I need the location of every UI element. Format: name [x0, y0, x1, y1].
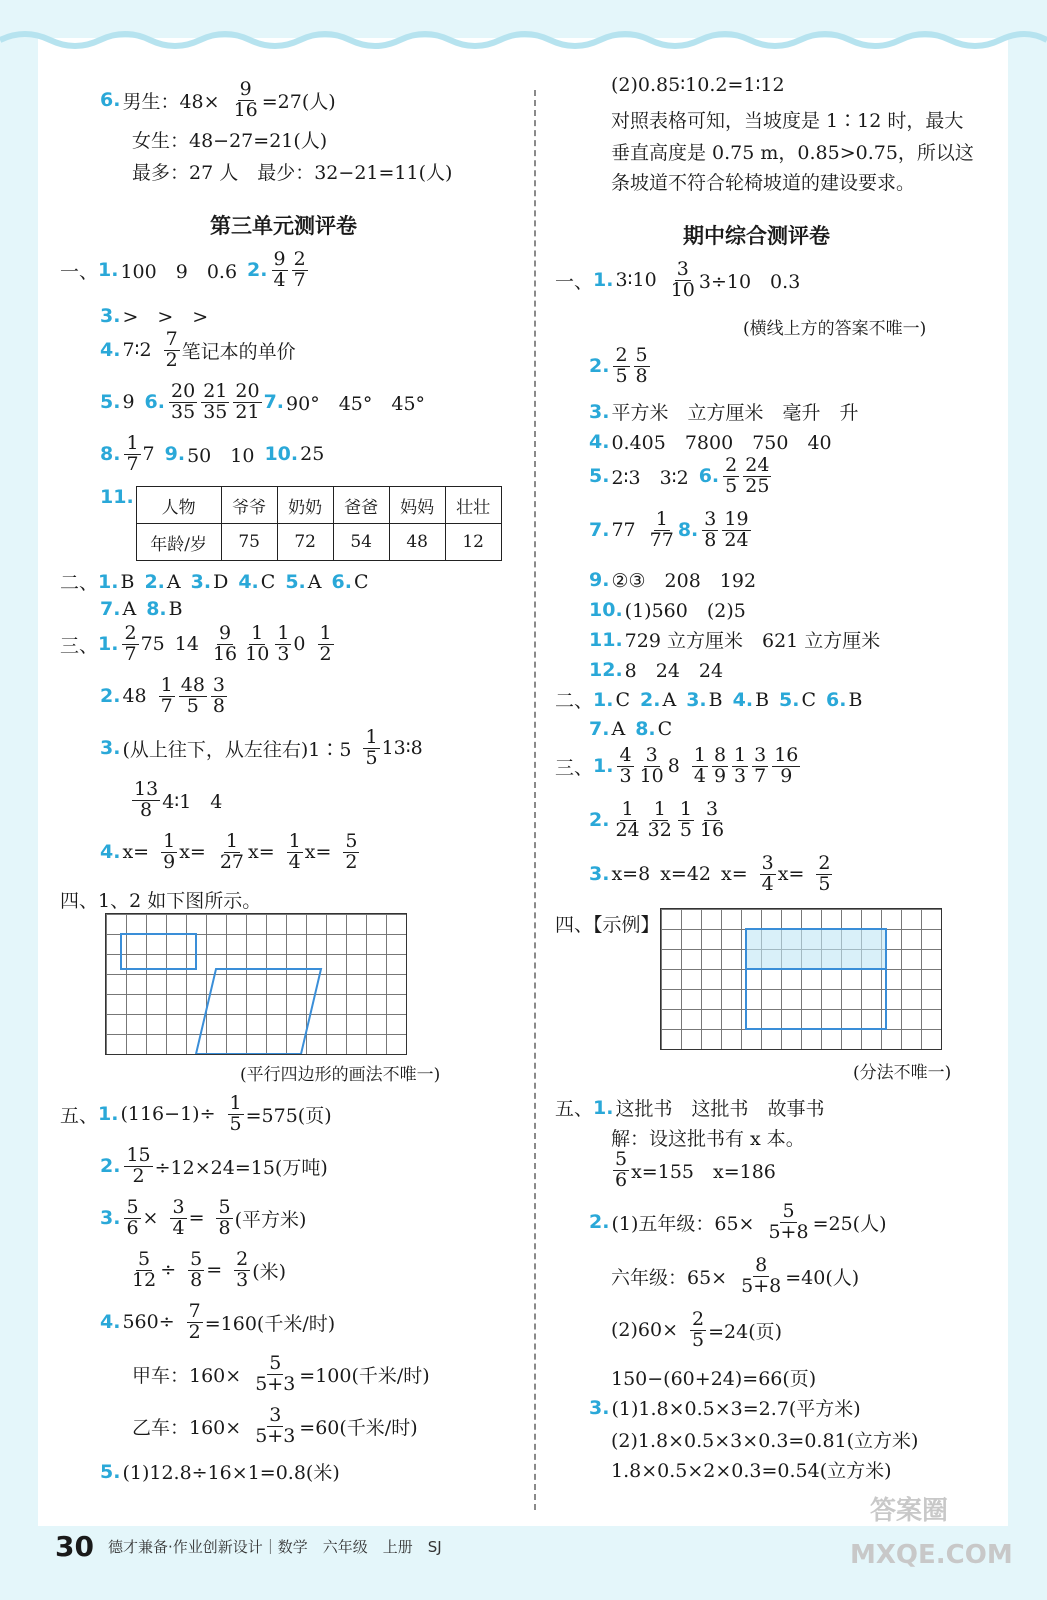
r-top-line2: 对照表格可知，当坡度是 1∶12 时，最大: [611, 110, 964, 132]
m1-q4: 4. 0.405 7800 750 40: [589, 430, 832, 454]
s1-q3: 3. > > >: [100, 304, 209, 328]
s2-q1-q6: 二、 1. B 2. A 3. D 4. C 5. A 6. C: [60, 570, 369, 594]
q6-girls: 女生：48−27=21(人): [132, 130, 328, 152]
parallelogram-drawing: [106, 914, 406, 1054]
m3-q3: 3. x=8 x=42 x= $\frac{3}{4}$ x= $\frac{2}{5}$: [589, 852, 831, 895]
m4-heading: 四、【示例】: [555, 914, 660, 936]
m5-q1-solve: 解：设这批书有 x 本。: [611, 1128, 805, 1150]
unit3-title: 第三单元测评卷: [210, 214, 357, 238]
m1-q1: 一、 1. 3∶10 $\frac{3}{10}$ 3÷10 0.3: [555, 258, 801, 301]
m1-q12: 12. 8 24 24: [589, 658, 724, 682]
division-drawing: [661, 909, 941, 1049]
m1-q5-q6: 5. 2∶3 3∶2 6. $\frac{2}{5}$ $\frac{24}{25}$: [589, 454, 770, 497]
s2-q7-q8: 7. A 8. B: [100, 598, 183, 620]
s5-q4-car-b: 乙车：160× $\frac{3}{5+3}$ =60(千米/时): [132, 1404, 418, 1447]
m5-q1-equation: $\frac{5}{6}$ x=155 x=186: [615, 1148, 776, 1191]
midterm-title: 期中综合测评卷: [683, 224, 830, 248]
s5-q5: 5. (1)12.8÷16×1=0.8(米): [100, 1460, 340, 1484]
m1-q3: 3. 平方米 立方厘米 毫升 升: [589, 400, 859, 424]
column-divider: [534, 90, 536, 1510]
s5-q2: 2. $\frac{15}{2}$ ÷12×24=15(万吨): [100, 1144, 328, 1187]
m4-note: (分法不唯一): [853, 1063, 952, 1083]
m1-q9: 9. ②③ 208 192: [589, 568, 757, 592]
s1-q5-q7: 5. 9 6. $\frac{20}{35}$ $\frac{21}{35}$ $\frac{20}{21}$ 7. 90° 45° 45°: [100, 380, 426, 423]
m5-q2: 2. (1)五年级：65× $\frac{5}{5+8}$ =25(人): [589, 1200, 887, 1243]
m1-q2: 2. $\frac{2}{5}$ $\frac{5}{8}$: [589, 344, 648, 387]
s5-q4: 4. 560÷ $\frac{7}{2}$ =160(千米/时): [100, 1300, 336, 1343]
footer: [55, 1528, 442, 1564]
s5-q4-car-a: 甲车：160× $\frac{5}{5+3}$ =100(千米/时): [132, 1352, 430, 1395]
parallelogram-grid: [105, 913, 407, 1055]
s1-q1: 一、 1. 100 9 0.6 2. $\frac{9}{4}$ $\frac{2}{7}$: [60, 248, 306, 291]
m5-q2-grade6: 六年级：65× $\frac{8}{5+8}$ =40(人): [611, 1254, 860, 1297]
m5-q3-part2b: 1.8×0.5×2×0.3=0.54(立方米): [611, 1460, 892, 1482]
m5-q2-remaining: 150−(60+24)=66(页): [611, 1368, 817, 1390]
m5-q3: 3. (1)1.8×0.5×3=2.7(平方米): [589, 1396, 861, 1420]
m2-q1-q6: 二、 1. C 2. A 3. B 4. B 5. C 6. B: [555, 688, 863, 712]
s3-q4: 4. x= $\frac{1}{9}$ x= $\frac{1}{27}$ x= $\frac{1}{4}$ x= $\frac{5}{2}$: [100, 830, 358, 873]
s3-q1: 三、 1. $\frac{2}{7}$ 75 14 $\frac{9}{16}$ $\frac{1}{10}$ $\frac{1}{3}$ 0 $\frac{1}{2}$: [60, 622, 332, 665]
page-number: 30: [55, 1529, 94, 1563]
watermark-logo: 答案圈: [870, 1496, 949, 1526]
s3-q3-cont: $\frac{13}{8}$ 4∶1 4: [134, 778, 223, 821]
s3-q2: 2. 48 $\frac{1}{7}$ $\frac{48}{5}$ $\frac{3}{8}$: [100, 674, 226, 717]
s1-q4: 4. 7∶2 $\frac{7}{2}$ 笔记本的单价: [100, 328, 296, 371]
m5-q1: 五、 1. 这批书 这批书 故事书: [555, 1096, 825, 1120]
footer-text: 德才兼备·作业创新设计｜数学 六年级 上册 SJ: [107, 1537, 442, 1556]
q6-boys: 6. 男生：48× $\frac{9}{16}$ =27(人): [100, 78, 336, 121]
s3-q3: 3. (从上往下，从左往右)1∶5 $\frac{1}{5}$ 13∶8: [100, 726, 423, 769]
m1-q11: 11. 729 立方厘米 621 立方厘米: [589, 628, 881, 652]
q6-max-min: 最多：27 人 最少：32−21=11(人): [132, 162, 453, 184]
m1-q10: 10. (1)560 (2)5: [589, 598, 746, 622]
watermark-url: MXQE.COM: [850, 1540, 1013, 1570]
r-top-line4: 条坡道不符合轮椅坡道的建设要求。: [611, 172, 916, 194]
m2-q7-q8: 7. A 8. C: [589, 718, 673, 740]
s5-q1: 五、 1. (116−1)÷ $\frac{1}{5}$ =575(页): [60, 1092, 332, 1135]
s4-heading: 四、1、2 如下图所示。: [60, 890, 262, 912]
m5-q3-part2: (2)1.8×0.5×3×0.3=0.81(立方米): [611, 1430, 919, 1452]
division-grid: [660, 908, 942, 1050]
m1-note: (横线上方的答案不唯一): [743, 319, 927, 339]
s5-q3-cont: $\frac{5}{12}$ ÷ $\frac{5}{8}$ = $\frac{2}{3}$ (米): [132, 1248, 287, 1291]
s1-q8-q10: 8. $\frac{1}{7}$ 7 9. 50 10 10. 25: [100, 432, 325, 475]
top-wave-border: [0, 20, 1047, 60]
r-top-line3: 垂直高度是 0.75 m，0.85>0.75，所以这: [611, 142, 974, 164]
age-table: 人物 爷爷 奶奶 爸爸 妈妈 壮壮 年龄/岁 75 72 54 48 12: [136, 486, 502, 561]
m3-q1: 三、 1. $\frac{4}{3}$ $\frac{3}{10}$ 8 $\frac{1}{4}$ $\frac{8}{9}$ $\frac{1}{3}$ $\frac{3}{7}$ $\frac{16}{9}$: [555, 744, 799, 787]
s4-note: (平行四边形的画法不唯一): [240, 1065, 441, 1085]
s5-q3: 3. $\frac{5}{6}$ × $\frac{3}{4}$ = $\frac{5}{8}$ (平方米): [100, 1196, 307, 1239]
r-top-line1: (2)0.85∶10.2=1∶12: [611, 74, 785, 96]
m5-q2-part2: (2)60× $\frac{2}{5}$ =24(页): [611, 1308, 783, 1351]
s1-q11: 11. 人物 爷爷 奶奶 爸爸 妈妈 壮壮 年龄/岁 75 72 54 48 12: [100, 486, 512, 561]
m3-q2: 2. $\frac{1}{24}$ $\frac{1}{32}$ $\frac{1}{5}$ $\frac{3}{16}$: [589, 798, 725, 841]
m1-q7-q8: 7. 77 $\frac{1}{77}$ 8. $\frac{3}{8}$ $\frac{19}{24}$: [589, 508, 749, 551]
